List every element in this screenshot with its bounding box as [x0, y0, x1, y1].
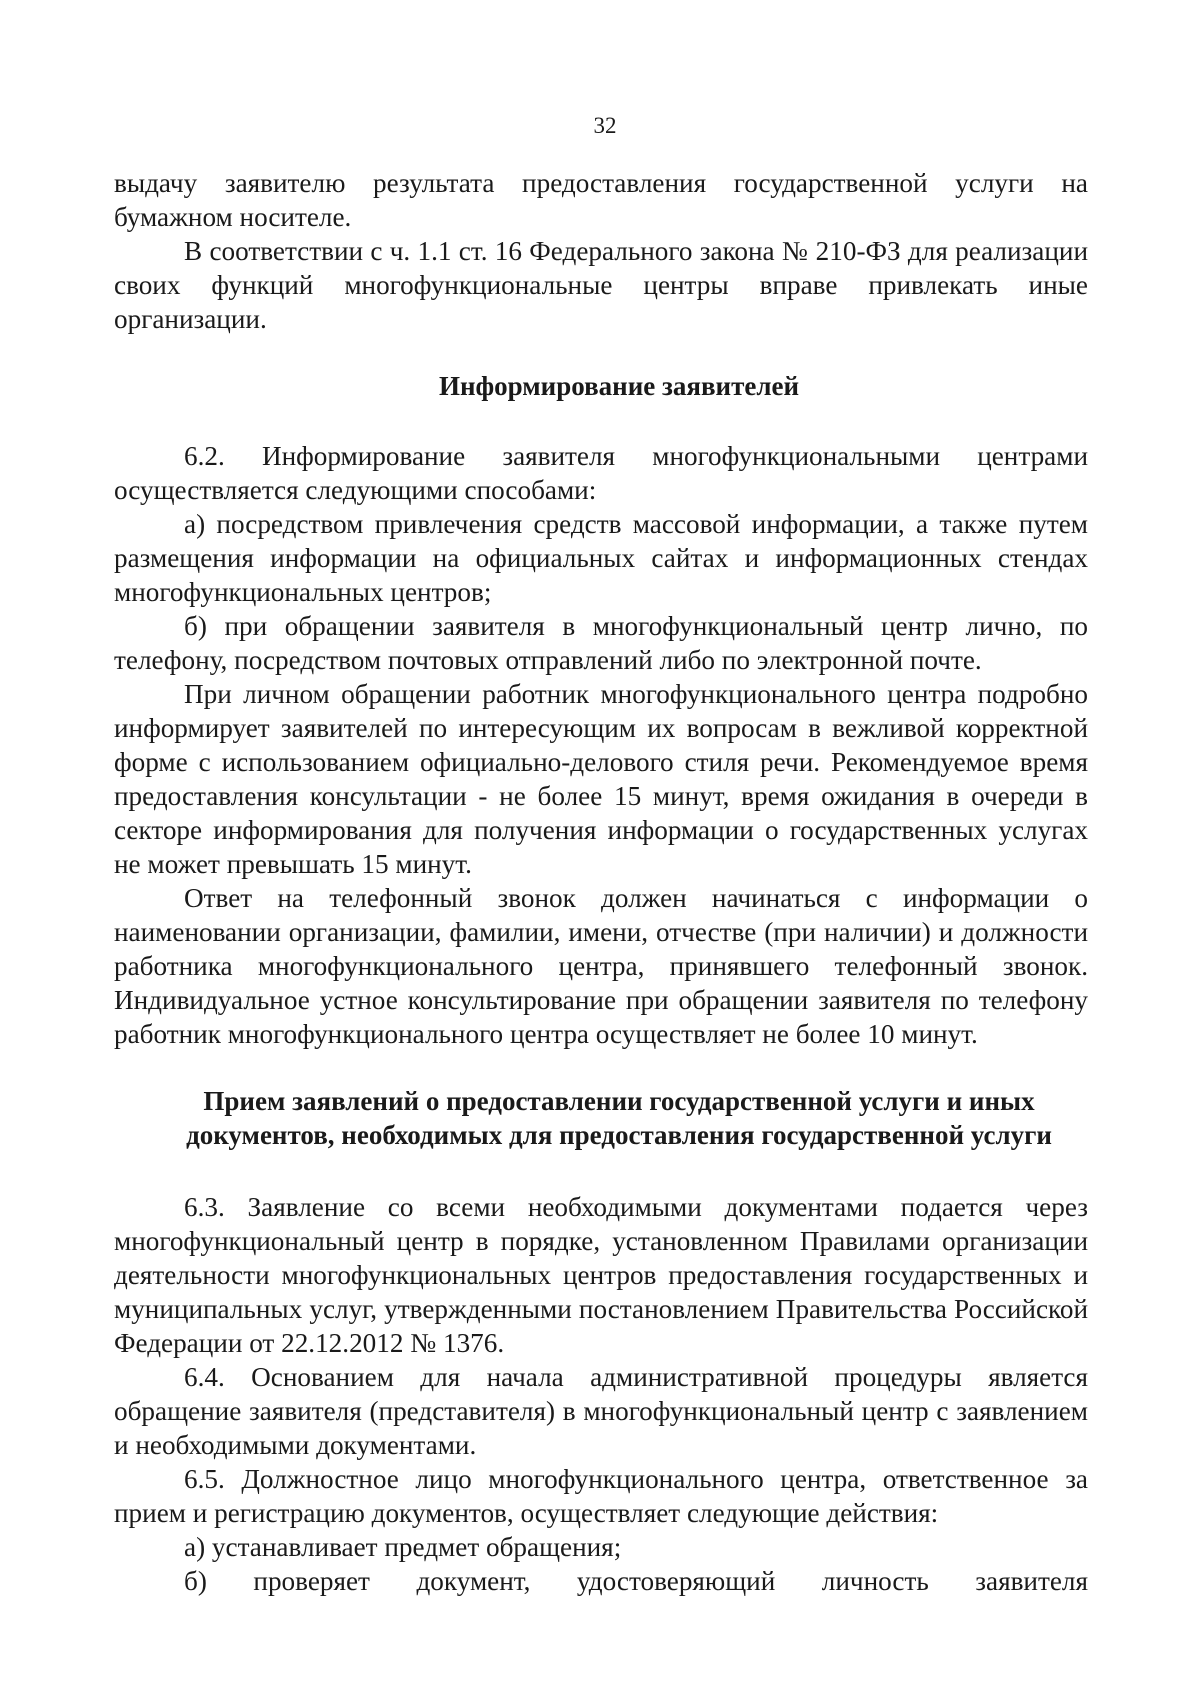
paragraph-6-2-b: б) при обращении заявителя в многофункциональный центр лично, по телефону, посредством почтовых отправлений либо по электронной почте.	[114, 611, 1088, 675]
heading-line-1: Прием заявлений о предоставлении государственной услуги и иных	[203, 1086, 1035, 1116]
section-heading-informing: Информирование заявителей	[438, 371, 800, 401]
paragraph-mfc-organizations: В соответствии с ч. 1.1 ст. 16 Федерального закона № 210-ФЗ для реализации своих функций многофункциональные центры вправе привлекать иные организации.	[114, 236, 1088, 334]
paragraph-phone-call: Ответ на телефонный звонок должен начинаться с информации о наименовании организации, фамилии, имени, отчестве (при наличии) и должности работника многофункционального центра, принявшего телефонный звонок. Индивидуальное устное консультирование при обращении заявителя по телефону работник многофункционального центра осуществляет не более 10 минут.	[114, 883, 1088, 1049]
paragraph-continuation: выдачу заявителю результата предоставления государственной услуги на бумажном носителе.	[114, 168, 1088, 232]
paragraph-personal-visit: При личном обращении работник многофункционального центра подробно информирует заявителей по интересующим их вопросам в вежливой корректной форме с использованием официально-делового стиля речи. Рекомендуемое время предоставления консультации - не более 15 минут, время ожидания в очереди в секторе информирования для получения информации о государственных услугах не может превышать 15 минут.	[114, 679, 1088, 879]
page-number: 32	[593, 113, 617, 138]
paragraph-6-5: 6.5. Должностное лицо многофункционального центра, ответственное за прием и регистрацию документов, осуществляет следующие действия:	[114, 1464, 1088, 1528]
section-heading-application-intake	[114, 1084, 1088, 1152]
paragraph-6-3: 6.3. Заявление со всеми необходимыми документами подается через многофункциональный центр в порядке, установленном Правилами организации деятельности многофункциональных центров предоставления государственных и муниципальных услуг, утвержденными постановлением Правительства Российской Федерации от 22.12.2012 № 1376.	[114, 1192, 1088, 1358]
paragraph-6-2-a: а) посредством привлечения средств массовой информации, а также путем размещения информации на официальных сайтах и информационных стендах многофункциональных центров;	[114, 509, 1088, 607]
paragraph-6-5-a: а) устанавливает предмет обращения;	[184, 1532, 622, 1562]
paragraph-6-4: 6.4. Основанием для начала административной процедуры является обращение заявителя (представителя) в многофункциональный центр с заявлением и необходимыми документами.	[114, 1362, 1088, 1460]
paragraph-6-5-b: б) проверяет документ, удостоверяющий личность заявителя	[184, 1566, 1088, 1596]
heading-line-2: документов, необходимых для предоставления государственной услуги	[186, 1120, 1052, 1150]
paragraph-6-2: 6.2. Информирование заявителя многофункциональными центрами осуществляется следующими способами:	[114, 441, 1088, 505]
